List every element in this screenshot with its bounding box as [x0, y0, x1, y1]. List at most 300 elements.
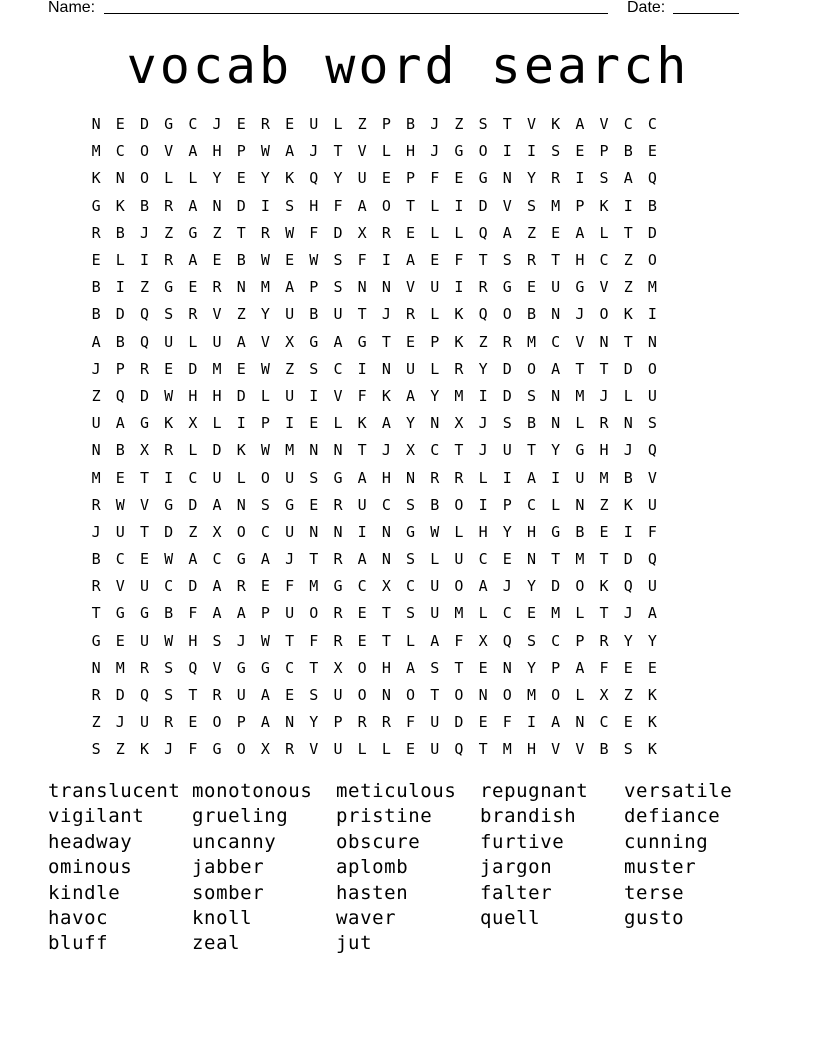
grid-letter[interactable]: G — [91, 631, 101, 650]
grid-letter[interactable]: C — [647, 115, 657, 134]
grid-letter[interactable]: Y — [623, 631, 633, 650]
grid-letter[interactable]: D — [623, 359, 633, 378]
grid-letter[interactable]: L — [333, 115, 343, 134]
grid-letter[interactable]: U — [236, 686, 246, 705]
grid-letter[interactable]: E — [575, 142, 585, 161]
grid-letter[interactable]: A — [212, 604, 222, 623]
grid-letter[interactable]: U — [406, 359, 416, 378]
grid-letter[interactable]: Y — [212, 169, 222, 188]
grid-letter[interactable]: L — [430, 196, 440, 215]
grid-letter[interactable]: U — [647, 386, 657, 405]
grid-letter[interactable]: O — [647, 359, 657, 378]
grid-letter[interactable]: U — [309, 115, 319, 134]
grid-letter[interactable]: Q — [478, 223, 488, 242]
grid-letter[interactable]: L — [212, 414, 222, 433]
grid-letter[interactable]: E — [236, 359, 246, 378]
grid-letter[interactable]: Y — [260, 305, 270, 324]
grid-letter[interactable]: F — [309, 631, 319, 650]
grid-letter[interactable]: T — [454, 658, 464, 677]
grid-letter[interactable]: E — [236, 169, 246, 188]
grid-letter[interactable]: H — [575, 251, 585, 270]
grid-letter[interactable]: E — [309, 495, 319, 514]
grid-letter[interactable]: O — [236, 740, 246, 759]
grid-letter[interactable]: M — [115, 658, 125, 677]
grid-letter[interactable]: V — [575, 332, 585, 351]
grid-letter[interactable]: L — [551, 495, 561, 514]
grid-letter[interactable]: U — [430, 740, 440, 759]
grid-letter[interactable]: F — [647, 522, 657, 541]
grid-letter[interactable]: B — [91, 305, 101, 324]
grid-letter[interactable]: N — [623, 414, 633, 433]
grid-letter[interactable]: O — [599, 305, 609, 324]
grid-letter[interactable]: V — [260, 332, 270, 351]
grid-letter[interactable]: I — [260, 196, 270, 215]
grid-letter[interactable]: U — [285, 386, 295, 405]
grid-letter[interactable]: O — [212, 713, 222, 732]
grid-letter[interactable]: C — [164, 577, 174, 596]
grid-letter[interactable]: T — [454, 441, 464, 460]
grid-letter[interactable]: I — [164, 468, 174, 487]
grid-letter[interactable]: A — [260, 713, 270, 732]
grid-letter[interactable]: V — [115, 577, 125, 596]
grid-letter[interactable]: A — [212, 577, 222, 596]
grid-letter[interactable]: Z — [188, 522, 198, 541]
grid-letter[interactable]: S — [91, 740, 101, 759]
grid-letter[interactable]: V — [357, 142, 367, 161]
grid-letter[interactable]: S — [164, 305, 174, 324]
grid-letter[interactable]: A — [526, 468, 536, 487]
grid-letter[interactable]: F — [309, 223, 319, 242]
grid-letter[interactable]: A — [357, 196, 367, 215]
grid-letter[interactable]: S — [430, 658, 440, 677]
date-blank-line[interactable] — [673, 13, 739, 14]
grid-letter[interactable]: S — [406, 495, 416, 514]
grid-letter[interactable]: N — [357, 278, 367, 297]
grid-letter[interactable]: L — [406, 631, 416, 650]
grid-letter[interactable]: N — [647, 332, 657, 351]
grid-letter[interactable]: H — [309, 196, 319, 215]
grid-letter[interactable]: O — [381, 196, 391, 215]
grid-letter[interactable]: S — [551, 142, 561, 161]
grid-letter[interactable]: U — [551, 278, 561, 297]
grid-letter[interactable]: O — [454, 686, 464, 705]
grid-letter[interactable]: U — [454, 550, 464, 569]
grid-letter[interactable]: D — [502, 359, 512, 378]
grid-letter[interactable]: M — [91, 142, 101, 161]
grid-letter[interactable]: F — [357, 386, 367, 405]
grid-letter[interactable]: N — [551, 414, 561, 433]
grid-letter[interactable]: I — [139, 251, 149, 270]
grid-letter[interactable]: Z — [212, 223, 222, 242]
grid-letter[interactable]: M — [285, 441, 295, 460]
grid-letter[interactable]: N — [575, 495, 585, 514]
grid-letter[interactable]: Y — [478, 359, 488, 378]
grid-letter[interactable]: M — [212, 359, 222, 378]
grid-letter[interactable]: T — [285, 631, 295, 650]
grid-letter[interactable]: U — [139, 713, 149, 732]
grid-letter[interactable]: F — [188, 604, 198, 623]
grid-letter[interactable]: V — [599, 278, 609, 297]
grid-letter[interactable]: A — [188, 196, 198, 215]
grid-letter[interactable]: W — [260, 441, 270, 460]
grid-letter[interactable]: C — [599, 713, 609, 732]
grid-letter[interactable]: M — [647, 278, 657, 297]
grid-letter[interactable]: W — [260, 631, 270, 650]
grid-letter[interactable]: N — [502, 658, 512, 677]
grid-letter[interactable]: N — [478, 686, 488, 705]
grid-letter[interactable]: T — [236, 223, 246, 242]
grid-letter[interactable]: D — [188, 577, 198, 596]
grid-letter[interactable]: J — [285, 550, 295, 569]
grid-letter[interactable]: L — [381, 740, 391, 759]
grid-letter[interactable]: L — [623, 386, 633, 405]
grid-letter[interactable]: T — [478, 251, 488, 270]
grid-letter[interactable]: O — [357, 686, 367, 705]
grid-letter[interactable]: B — [115, 441, 125, 460]
grid-letter[interactable]: H — [599, 441, 609, 460]
grid-letter[interactable]: U — [91, 414, 101, 433]
grid-letter[interactable]: Z — [454, 115, 464, 134]
grid-letter[interactable]: H — [212, 386, 222, 405]
grid-letter[interactable]: N — [91, 658, 101, 677]
grid-letter[interactable]: E — [647, 658, 657, 677]
grid-letter[interactable]: J — [139, 223, 149, 242]
grid-letter[interactable]: L — [381, 142, 391, 161]
grid-letter[interactable]: K — [285, 169, 295, 188]
grid-letter[interactable]: E — [309, 414, 319, 433]
grid-letter[interactable]: R — [526, 251, 536, 270]
grid-letter[interactable]: L — [333, 414, 343, 433]
grid-letter[interactable]: H — [381, 658, 391, 677]
grid-letter[interactable]: N — [333, 522, 343, 541]
grid-letter[interactable]: E — [236, 115, 246, 134]
grid-letter[interactable]: T — [309, 550, 319, 569]
grid-letter[interactable]: L — [478, 604, 488, 623]
grid-letter[interactable]: I — [623, 522, 633, 541]
grid-letter[interactable]: B — [91, 550, 101, 569]
grid-letter[interactable]: A — [357, 468, 367, 487]
grid-letter[interactable]: O — [406, 686, 416, 705]
grid-letter[interactable]: R — [478, 278, 488, 297]
grid-letter[interactable]: S — [647, 414, 657, 433]
grid-letter[interactable]: N — [381, 359, 391, 378]
grid-letter[interactable]: Z — [623, 686, 633, 705]
grid-letter[interactable]: B — [309, 305, 319, 324]
grid-letter[interactable]: E — [212, 251, 222, 270]
grid-letter[interactable]: G — [309, 332, 319, 351]
grid-letter[interactable]: T — [478, 740, 488, 759]
grid-letter[interactable]: I — [526, 713, 536, 732]
grid-letter[interactable]: O — [309, 604, 319, 623]
grid-letter[interactable]: B — [115, 223, 125, 242]
grid-letter[interactable]: K — [647, 713, 657, 732]
grid-letter[interactable]: L — [430, 305, 440, 324]
grid-letter[interactable]: X — [406, 441, 416, 460]
grid-letter[interactable]: I — [478, 386, 488, 405]
grid-letter[interactable]: F — [454, 251, 464, 270]
grid-letter[interactable]: E — [164, 359, 174, 378]
grid-letter[interactable]: N — [91, 441, 101, 460]
grid-letter[interactable]: A — [188, 550, 198, 569]
grid-letter[interactable]: E — [526, 278, 536, 297]
grid-letter[interactable]: U — [430, 577, 440, 596]
grid-letter[interactable]: V — [406, 278, 416, 297]
grid-letter[interactable]: Q — [647, 441, 657, 460]
grid-letter[interactable]: T — [502, 115, 512, 134]
grid-letter[interactable]: L — [430, 550, 440, 569]
grid-letter[interactable]: S — [526, 196, 536, 215]
grid-letter[interactable]: N — [285, 713, 295, 732]
grid-letter[interactable]: Z — [526, 223, 536, 242]
grid-letter[interactable]: K — [623, 495, 633, 514]
grid-letter[interactable]: T — [381, 631, 391, 650]
grid-letter[interactable]: L — [188, 332, 198, 351]
grid-letter[interactable]: L — [188, 169, 198, 188]
grid-letter[interactable]: Q — [115, 386, 125, 405]
grid-letter[interactable]: U — [647, 577, 657, 596]
grid-letter[interactable]: M — [551, 196, 561, 215]
grid-letter[interactable]: P — [115, 359, 125, 378]
grid-letter[interactable]: T — [623, 332, 633, 351]
grid-letter[interactable]: U — [212, 468, 222, 487]
grid-letter[interactable]: E — [115, 631, 125, 650]
grid-letter[interactable]: L — [575, 686, 585, 705]
grid-letter[interactable]: K — [164, 414, 174, 433]
grid-letter[interactable]: L — [357, 740, 367, 759]
grid-letter[interactable]: T — [139, 522, 149, 541]
grid-letter[interactable]: A — [212, 495, 222, 514]
grid-letter[interactable]: C — [551, 631, 561, 650]
grid-letter[interactable]: E — [91, 251, 101, 270]
grid-letter[interactable]: I — [357, 359, 367, 378]
grid-letter[interactable]: A — [188, 142, 198, 161]
grid-letter[interactable]: O — [502, 305, 512, 324]
grid-letter[interactable]: J — [623, 604, 633, 623]
grid-letter[interactable]: N — [551, 386, 561, 405]
grid-letter[interactable]: P — [260, 604, 270, 623]
grid-letter[interactable]: L — [478, 468, 488, 487]
grid-letter[interactable]: R — [139, 658, 149, 677]
grid-letter[interactable]: N — [502, 169, 512, 188]
grid-letter[interactable]: T — [430, 686, 440, 705]
grid-letter[interactable]: Y — [502, 522, 512, 541]
grid-letter[interactable]: J — [575, 305, 585, 324]
grid-letter[interactable]: U — [139, 577, 149, 596]
grid-letter[interactable]: L — [236, 468, 246, 487]
grid-letter[interactable]: Y — [260, 169, 270, 188]
grid-letter[interactable]: R — [164, 196, 174, 215]
grid-letter[interactable]: T — [357, 305, 367, 324]
grid-letter[interactable]: R — [139, 359, 149, 378]
grid-letter[interactable]: Z — [285, 359, 295, 378]
grid-letter[interactable]: V — [309, 740, 319, 759]
grid-letter[interactable]: W — [164, 631, 174, 650]
grid-letter[interactable]: A — [575, 115, 585, 134]
grid-letter[interactable]: N — [381, 278, 391, 297]
grid-letter[interactable]: P — [236, 713, 246, 732]
grid-letter[interactable]: T — [551, 251, 561, 270]
grid-letter[interactable]: Z — [139, 278, 149, 297]
grid-letter[interactable]: D — [115, 305, 125, 324]
grid-letter[interactable]: W — [309, 251, 319, 270]
grid-letter[interactable]: P — [575, 631, 585, 650]
grid-letter[interactable]: N — [309, 522, 319, 541]
grid-letter[interactable]: E — [139, 550, 149, 569]
grid-letter[interactable]: K — [551, 115, 561, 134]
grid-letter[interactable]: R — [454, 468, 464, 487]
grid-letter[interactable]: R — [454, 359, 464, 378]
grid-letter[interactable]: D — [115, 686, 125, 705]
grid-letter[interactable]: R — [91, 495, 101, 514]
grid-letter[interactable]: Z — [91, 386, 101, 405]
grid-letter[interactable]: E — [478, 713, 488, 732]
grid-letter[interactable]: L — [454, 522, 464, 541]
grid-letter[interactable]: I — [575, 169, 585, 188]
grid-letter[interactable]: S — [260, 495, 270, 514]
grid-letter[interactable]: W — [115, 495, 125, 514]
grid-letter[interactable]: G — [115, 604, 125, 623]
grid-letter[interactable]: N — [333, 441, 343, 460]
grid-letter[interactable]: I — [647, 305, 657, 324]
grid-letter[interactable]: X — [454, 414, 464, 433]
grid-letter[interactable]: W — [430, 522, 440, 541]
grid-letter[interactable]: Q — [647, 550, 657, 569]
grid-letter[interactable]: N — [115, 169, 125, 188]
grid-letter[interactable]: M — [551, 604, 561, 623]
grid-letter[interactable]: K — [647, 686, 657, 705]
grid-letter[interactable]: S — [502, 414, 512, 433]
grid-letter[interactable]: Y — [551, 441, 561, 460]
grid-letter[interactable]: C — [333, 359, 343, 378]
grid-letter[interactable]: I — [285, 414, 295, 433]
grid-letter[interactable]: N — [406, 468, 416, 487]
grid-letter[interactable]: V — [333, 386, 343, 405]
grid-letter[interactable]: H — [212, 142, 222, 161]
grid-letter[interactable]: E — [623, 713, 633, 732]
grid-letter[interactable]: J — [599, 386, 609, 405]
grid-letter[interactable]: C — [188, 115, 198, 134]
grid-letter[interactable]: A — [285, 142, 295, 161]
grid-letter[interactable]: C — [381, 495, 391, 514]
grid-letter[interactable]: S — [309, 359, 319, 378]
grid-letter[interactable]: M — [91, 468, 101, 487]
grid-letter[interactable]: U — [333, 740, 343, 759]
grid-letter[interactable]: Y — [309, 713, 319, 732]
grid-letter[interactable]: N — [430, 414, 440, 433]
grid-letter[interactable]: D — [236, 386, 246, 405]
grid-letter[interactable]: U — [115, 522, 125, 541]
grid-letter[interactable]: H — [526, 740, 536, 759]
grid-letter[interactable]: R — [430, 468, 440, 487]
grid-letter[interactable]: B — [623, 468, 633, 487]
grid-letter[interactable]: R — [285, 740, 295, 759]
grid-letter[interactable]: P — [406, 169, 416, 188]
grid-letter[interactable]: P — [309, 278, 319, 297]
grid-letter[interactable]: Q — [502, 631, 512, 650]
grid-letter[interactable]: U — [285, 522, 295, 541]
grid-letter[interactable]: Y — [647, 631, 657, 650]
grid-letter[interactable]: J — [164, 740, 174, 759]
grid-letter[interactable]: J — [502, 577, 512, 596]
grid-letter[interactable]: S — [406, 550, 416, 569]
grid-letter[interactable]: S — [309, 468, 319, 487]
grid-letter[interactable]: R — [236, 577, 246, 596]
grid-letter[interactable]: Y — [526, 577, 536, 596]
grid-letter[interactable]: E — [406, 740, 416, 759]
grid-letter[interactable]: F — [430, 169, 440, 188]
grid-letter[interactable]: L — [430, 223, 440, 242]
grid-letter[interactable]: U — [430, 604, 440, 623]
grid-letter[interactable]: B — [526, 414, 536, 433]
grid-letter[interactable]: R — [599, 631, 609, 650]
grid-letter[interactable]: Q — [478, 305, 488, 324]
grid-letter[interactable]: U — [430, 713, 440, 732]
grid-letter[interactable]: R — [551, 169, 561, 188]
grid-letter[interactable]: T — [381, 332, 391, 351]
grid-letter[interactable]: P — [333, 713, 343, 732]
grid-letter[interactable]: J — [212, 115, 222, 134]
grid-letter[interactable]: C — [599, 251, 609, 270]
grid-letter[interactable]: D — [551, 577, 561, 596]
grid-letter[interactable]: T — [357, 441, 367, 460]
grid-letter[interactable]: D — [139, 115, 149, 134]
grid-letter[interactable]: U — [285, 604, 295, 623]
grid-letter[interactable]: G — [91, 196, 101, 215]
grid-letter[interactable]: V — [647, 468, 657, 487]
grid-letter[interactable]: E — [260, 577, 270, 596]
grid-letter[interactable]: M — [599, 468, 609, 487]
grid-letter[interactable]: L — [188, 441, 198, 460]
grid-letter[interactable]: I — [381, 251, 391, 270]
grid-letter[interactable]: R — [381, 713, 391, 732]
grid-letter[interactable]: N — [236, 278, 246, 297]
grid-letter[interactable]: S — [164, 658, 174, 677]
grid-letter[interactable]: G — [357, 332, 367, 351]
grid-letter[interactable]: F — [406, 713, 416, 732]
grid-letter[interactable]: L — [454, 223, 464, 242]
grid-letter[interactable]: E — [115, 468, 125, 487]
grid-letter[interactable]: Q — [139, 686, 149, 705]
grid-letter[interactable]: G — [454, 142, 464, 161]
grid-letter[interactable]: G — [551, 522, 561, 541]
grid-letter[interactable]: G — [164, 495, 174, 514]
grid-letter[interactable]: G — [575, 441, 585, 460]
grid-letter[interactable]: L — [575, 604, 585, 623]
grid-letter[interactable]: E — [599, 522, 609, 541]
grid-letter[interactable]: B — [236, 251, 246, 270]
grid-letter[interactable]: V — [575, 740, 585, 759]
grid-letter[interactable]: A — [478, 577, 488, 596]
grid-letter[interactable]: S — [599, 169, 609, 188]
grid-letter[interactable]: U — [139, 631, 149, 650]
grid-letter[interactable]: E — [188, 278, 198, 297]
grid-letter[interactable]: B — [599, 740, 609, 759]
grid-letter[interactable]: K — [623, 305, 633, 324]
grid-letter[interactable]: E — [430, 251, 440, 270]
grid-letter[interactable]: U — [164, 332, 174, 351]
grid-letter[interactable]: H — [406, 142, 416, 161]
grid-letter[interactable]: D — [647, 223, 657, 242]
grid-letter[interactable]: X — [139, 441, 149, 460]
grid-letter[interactable]: Z — [599, 495, 609, 514]
grid-letter[interactable]: U — [647, 495, 657, 514]
grid-letter[interactable]: M — [526, 332, 536, 351]
grid-letter[interactable]: P — [599, 142, 609, 161]
grid-letter[interactable]: P — [502, 495, 512, 514]
grid-letter[interactable]: G — [164, 115, 174, 134]
grid-letter[interactable]: A — [623, 169, 633, 188]
grid-letter[interactable]: V — [599, 115, 609, 134]
